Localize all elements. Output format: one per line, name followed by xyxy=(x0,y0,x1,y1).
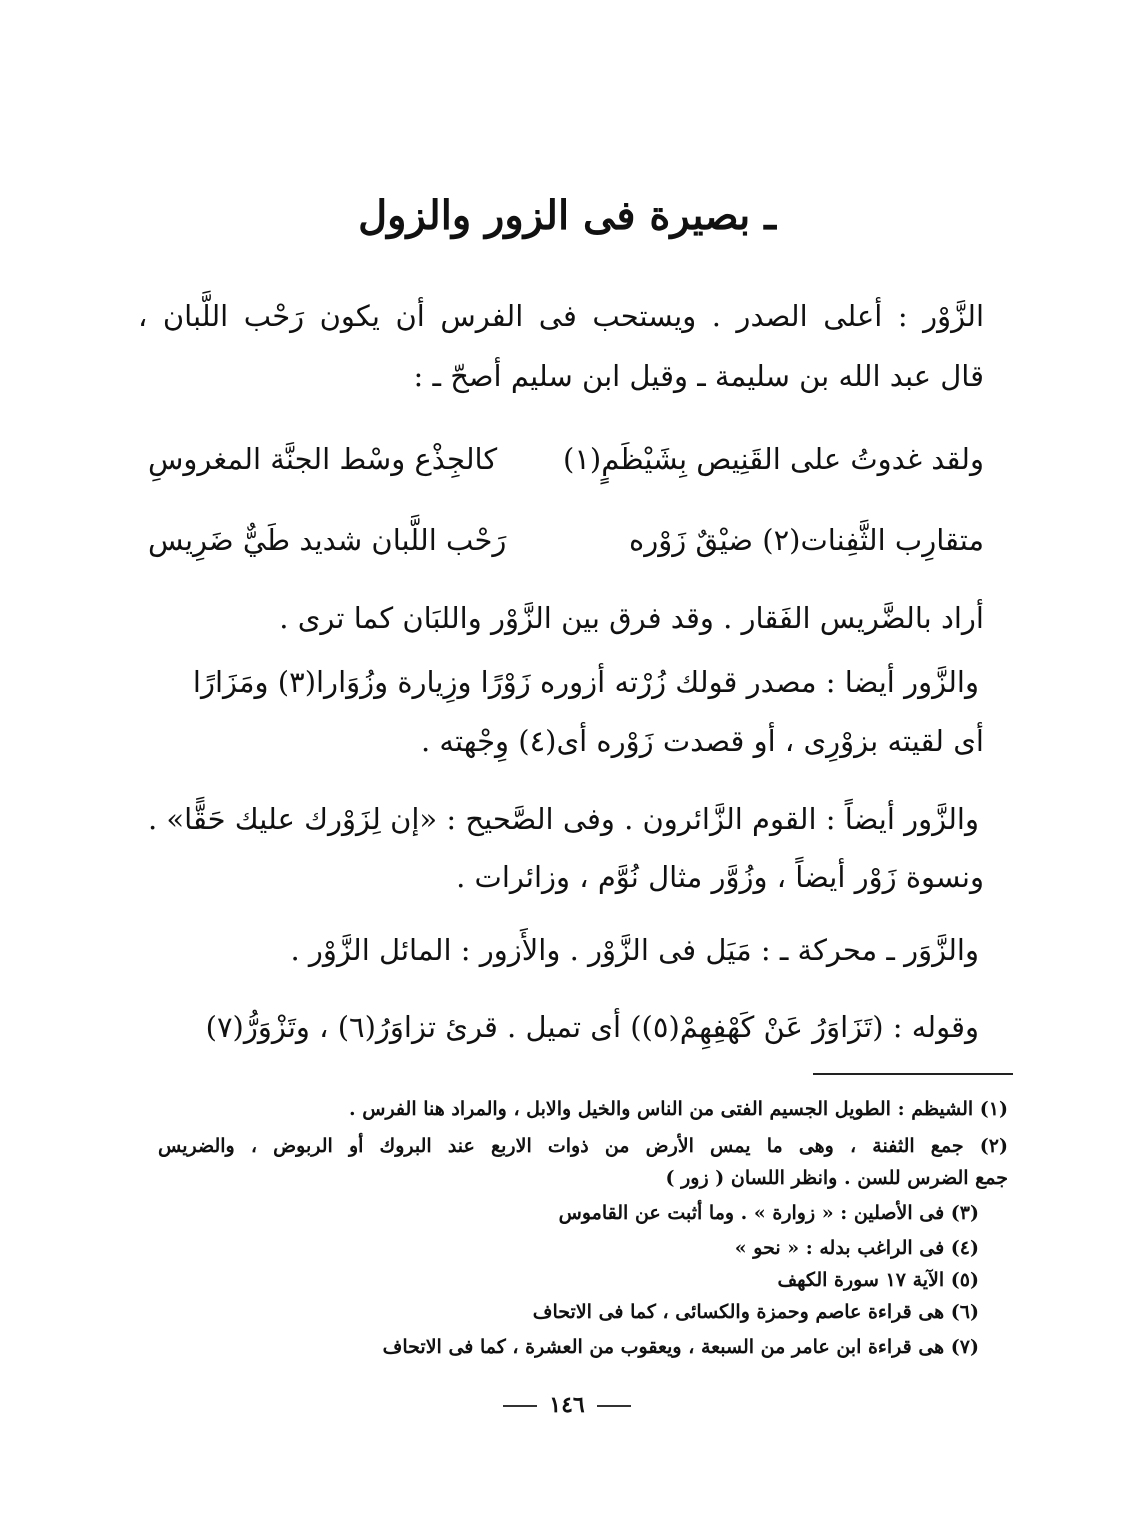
verse-1-first-hemistich: ولقد غدوتُ على القَنِيص بِشَيْظَمٍ(١) xyxy=(563,442,984,476)
verse-1-second-hemistich: كالجِذْع وسْط الجنَّة المغروسِ xyxy=(148,442,498,476)
verse-2 xyxy=(138,518,984,562)
body-line-7: ونسوة زَوْر أيضاً ، وزُوَّر مثال نُوَّم ، وزائرات . xyxy=(456,860,984,894)
body-line-2: قال عبد الله بن سليمة ـ وقيل ابن سليم أصحّ ـ : xyxy=(413,359,984,393)
page-number-value: ١٤٦ xyxy=(549,1392,585,1418)
footnote-2a: (٢) جمع الثفنة ، وهى ما يمس الأرض من ذوات الاربع عند البروك أو الربوض ، والضريس xyxy=(158,1135,1008,1157)
page-number-dash-left xyxy=(503,1405,537,1407)
body-line-9: وقوله : (تَزَاوَرُ عَنْ كَهْفِهِمْ(٥)) أى تميل . قرئ تزاوَرُ(٦) ، وتَزْوَرُّ(٧) xyxy=(205,1010,979,1044)
body-line-5: أى لقيته بزوْرِى ، أو قصدت زَوْره أى(٤) وِجْهته . xyxy=(420,724,984,758)
section-title: ـ بصيرة فى الزور والزول xyxy=(358,192,776,239)
footnote-7: (٧) هى قراءة ابن عامر من السبعة ، ويعقوب من العشرة ، كما فى الاتحاف xyxy=(382,1336,979,1358)
footnote-1: (١) الشيظم : الطويل الجسيم الفتى من الناس والخيل والابل ، والمراد هنا الفرس . xyxy=(349,1098,1008,1120)
page-number xyxy=(0,1390,1134,1420)
verse-1 xyxy=(138,437,984,481)
body-line-6: والزَّور أيضاً : القوم الزَّائرون . وفى الصَّحيح : «إن لِزَوْرك عليك حَقًّا» . xyxy=(147,802,979,836)
verse-2-first-hemistich: متقارِب الثَّفِنات(٢) ضيْقٌ زَوْره xyxy=(629,523,984,557)
body-line-8: والزَّوَر ـ محركة ـ : مَيَل فى الزَّوْر . والأَزور : المائل الزَّوْر . xyxy=(290,933,979,967)
body-line-3: أراد بالضَّريس الفَقار . وقد فرق بين الزَّوْر واللبَان كما ترى . xyxy=(279,601,984,635)
page-number-dash-right xyxy=(597,1405,631,1407)
footnote-4: (٤) فى الراغب بدله : « نحو » xyxy=(734,1237,979,1259)
footnote-2b: جمع الضرس للسن . وانظر اللسان ( زور ) xyxy=(665,1167,1008,1189)
footnote-5: (٥) الآية ١٧ سورة الكهف xyxy=(777,1269,979,1291)
body-line-4: والزَّور أيضا : مصدر قولك زُرْته أزوره زَوْرًا وزِيارة وزُوَارا(٣) ومَزَارًا xyxy=(192,665,979,699)
footnote-6: (٦) هى قراءة عاصم وحمزة والكسائى ، كما فى الاتحاف xyxy=(532,1301,979,1323)
body-line-1: الزَّوْر : أعلى الصدر . ويستحب فى الفرس أن يكون رَحْب اللَّبان ، xyxy=(138,299,984,333)
footnote-separator xyxy=(813,1073,1013,1075)
verse-2-second-hemistich: رَحْب اللَّبان شديد طَيٌّ ضَرِيس xyxy=(148,523,507,557)
footnote-3: (٣) فى الأصلين : « زوارة » . وما أثبت عن القاموس xyxy=(558,1202,979,1224)
